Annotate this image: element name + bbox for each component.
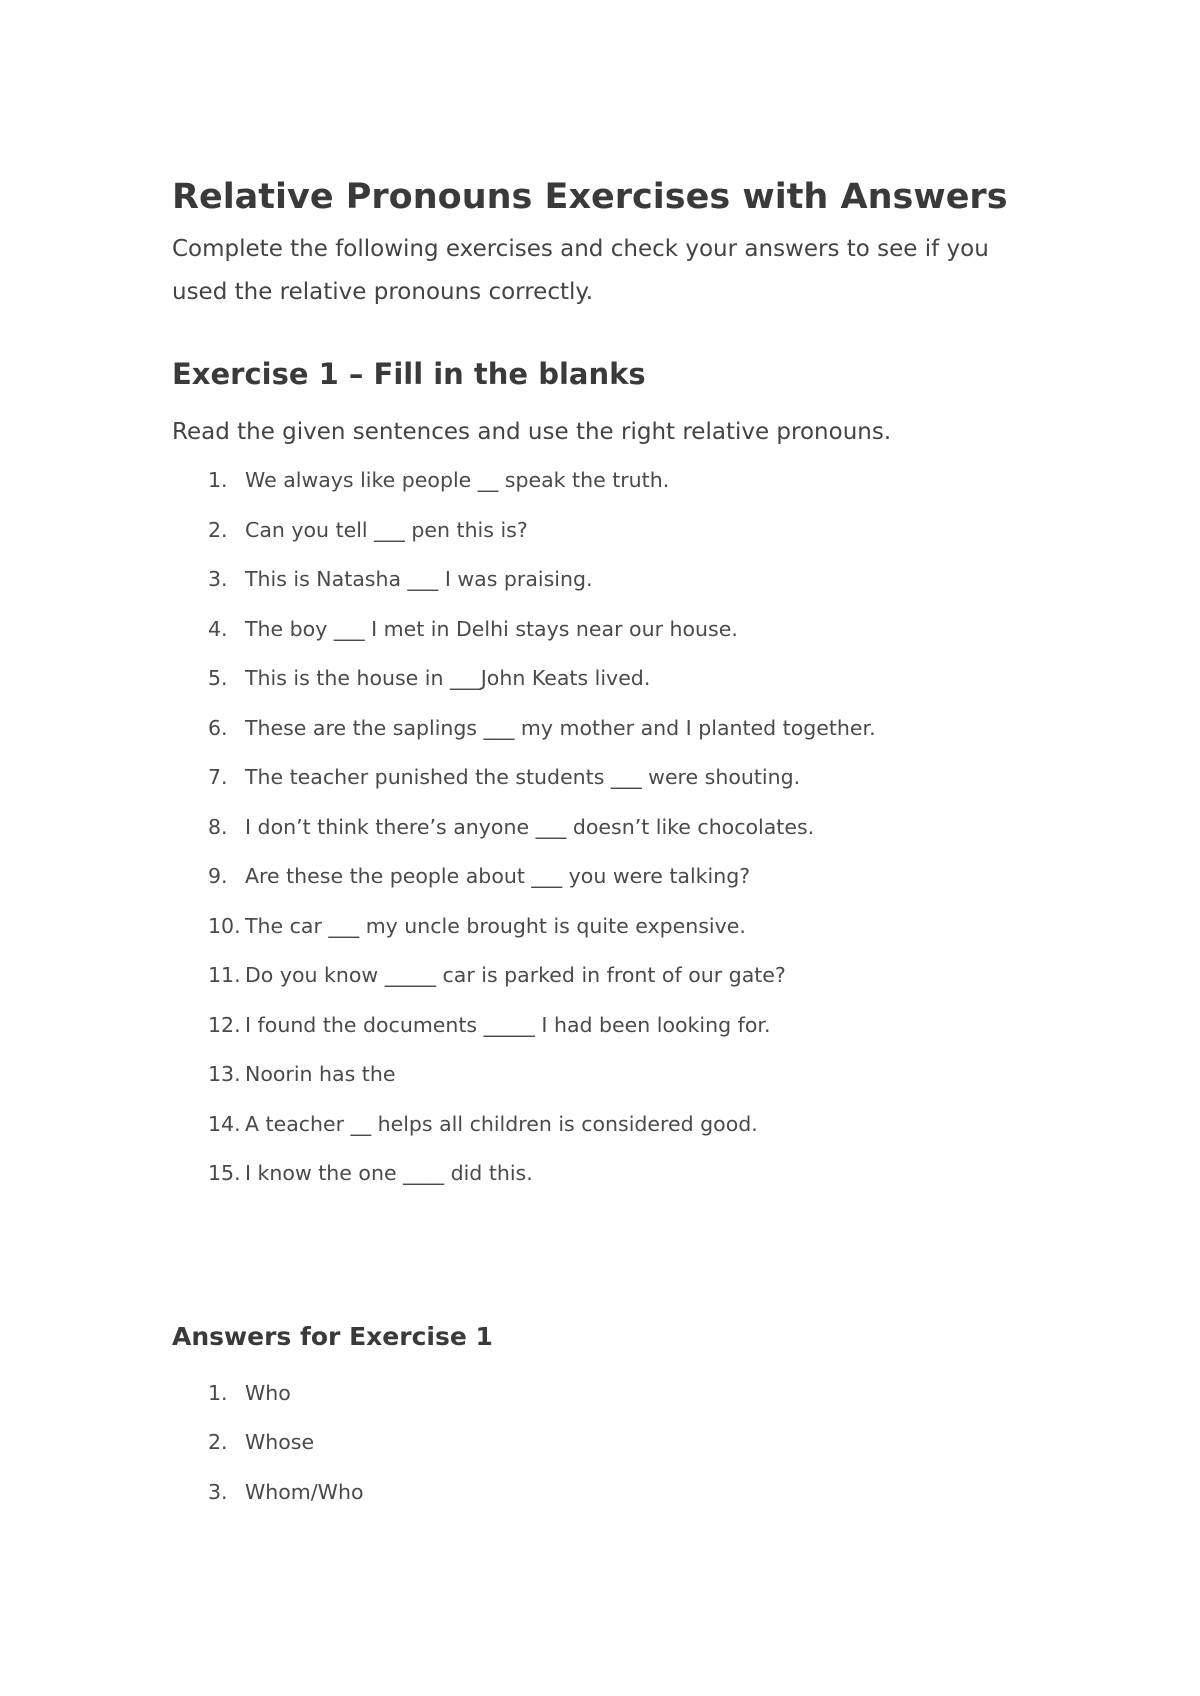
list-item-text: Whose xyxy=(245,1430,315,1454)
list-number: 10. xyxy=(208,913,241,938)
list-number: 8. xyxy=(208,814,228,839)
exercise-item xyxy=(172,753,1012,803)
list-item-text: Who xyxy=(245,1380,291,1405)
exercise-item xyxy=(172,605,1012,655)
answer-item xyxy=(172,1468,1012,1518)
page-title: Relative Pronouns Exercises with Answers xyxy=(172,177,1008,217)
answer-item xyxy=(172,1418,1012,1468)
list-item-text: I don’t think there’s anyone ___ doesn’t like chocolates. xyxy=(245,814,815,839)
exercise-item xyxy=(172,456,1012,506)
list-item-text: We always like people __ speak the truth. xyxy=(245,468,670,492)
list-number: 2. xyxy=(208,1430,228,1454)
list-number: 3. xyxy=(208,1479,228,1504)
list-number: 12. xyxy=(208,1012,241,1037)
exercise-item xyxy=(172,1149,1012,1199)
exercise-1-instruction: Read the given sentences and use the right relative pronouns. xyxy=(172,419,892,445)
list-item-text: Do you know _____ car is parked in front of our gate? xyxy=(245,963,786,987)
list-number: 13. xyxy=(208,1062,241,1086)
exercise-item xyxy=(172,555,1012,605)
list-item-text: I know the one ____ did this. xyxy=(245,1161,533,1185)
list-item-text: Noorin has the xyxy=(245,1062,396,1086)
list-number: 6. xyxy=(208,715,228,740)
list-item-text: Are these the people about ___ you were talking? xyxy=(245,864,751,888)
intro-paragraph: Complete the following exercises and check your answers to see if you used the relative pronouns correctly. xyxy=(172,236,989,305)
exercise-item xyxy=(172,951,1012,1001)
list-number: 4. xyxy=(208,616,228,641)
answer-item xyxy=(172,1369,1012,1419)
exercise-item xyxy=(172,506,1012,556)
answers-heading: Answers for Exercise 1 xyxy=(172,1321,493,1351)
list-number: 2. xyxy=(208,517,228,542)
exercise-item xyxy=(172,1001,1012,1051)
exercise-item xyxy=(172,902,1012,952)
list-number: 5. xyxy=(208,666,228,690)
list-item-text: Whom/Who xyxy=(245,1479,364,1504)
list-item-text: The boy ___ I met in Delhi stays near our house. xyxy=(245,616,738,641)
list-item-text: This is Natasha ___ I was praising. xyxy=(245,567,593,591)
list-number: 14. xyxy=(208,1111,241,1136)
exercise-item xyxy=(172,704,1012,754)
list-item-text: Can you tell ___ pen this is? xyxy=(245,517,528,542)
exercise-item xyxy=(172,654,1012,704)
list-number: 9. xyxy=(208,864,228,888)
exercise-item xyxy=(172,1100,1012,1150)
list-item-text: A teacher __ helps all children is considered good. xyxy=(245,1111,758,1136)
answers-list xyxy=(172,1369,1012,1518)
list-number: 15. xyxy=(208,1161,241,1185)
exercise-1-heading: Exercise 1 – Fill in the blanks xyxy=(172,357,646,391)
list-item-text: This is the house in ___John Keats lived. xyxy=(245,666,651,690)
exercise-item xyxy=(172,1050,1012,1100)
document-content xyxy=(172,172,1012,1517)
exercise-item xyxy=(172,852,1012,902)
list-number: 1. xyxy=(208,1380,228,1405)
list-item-text: These are the saplings ___ my mother and I planted together. xyxy=(245,715,876,740)
list-number: 11. xyxy=(208,963,241,987)
list-number: 7. xyxy=(208,765,228,789)
list-number: 3. xyxy=(208,567,228,591)
exercise-1-list xyxy=(172,456,1012,1199)
list-item-text: The teacher punished the students ___ were shouting. xyxy=(245,765,801,789)
list-number: 1. xyxy=(208,468,228,492)
list-item-text: The car ___ my uncle brought is quite expensive. xyxy=(245,913,746,938)
exercise-item xyxy=(172,803,1012,853)
list-item-text: I found the documents _____ I had been looking for. xyxy=(245,1012,771,1037)
